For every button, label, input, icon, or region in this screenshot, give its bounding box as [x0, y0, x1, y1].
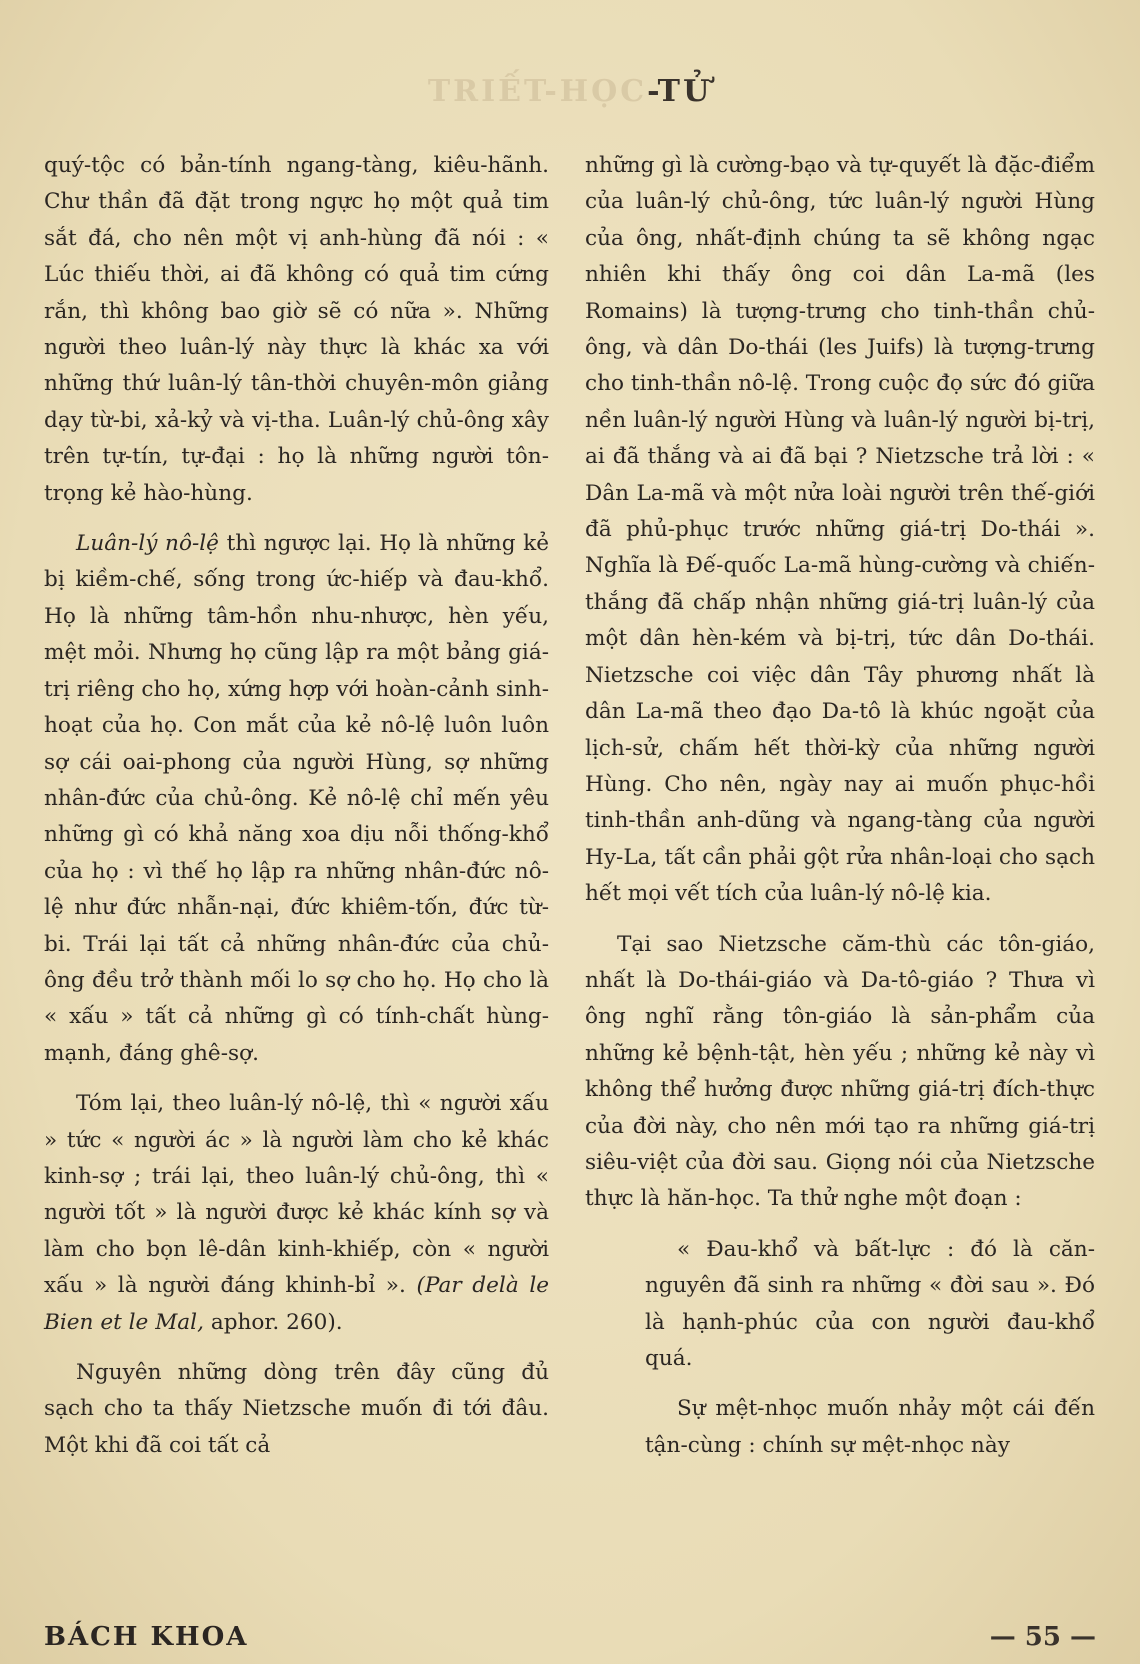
running-header	[0, 74, 1140, 109]
paragraph-3-cite-title: (Par delà le Bien et le Mal,	[44, 1273, 550, 1335]
paragraph-2-lead: Luân-lý nô-lệ	[76, 531, 219, 557]
quote-paragraph-2: Sự mệt-nhọc muốn nhảy một cái đến tận-cùng : chính sự mệt-nhọc này	[645, 1396, 1095, 1458]
header-title: -TỬ	[647, 74, 713, 109]
paragraph-6: Tại sao Nietzsche căm-thù các tôn-giáo, nhất là Do-thái-giáo và Da-tô-giáo ? Thưa vì ông nghĩ rằng tôn-giáo là sản-phẩm của những kẻ bệnh-tật, hèn yếu ; những kẻ này vì không thể hưởng được những giá-trị đích-thực của đời này, cho nên mới tạo ra những giá-trị siêu-việt của đời sau. Giọng nói của Nietzsche thực là hăn-học. Ta thử nghe một đoạn :	[585, 931, 1095, 1212]
left-column	[44, 148, 549, 1464]
paragraph-5: những gì là cường-bạo và tự-quyết là đặc-điểm của luân-lý chủ-ông, tức luân-lý người Hùng của ông, nhất-định chúng ta sẽ không ngạc nhiên khi thấy ông coi dân La-mã (les Romains) là tượng-trưng cho tinh-thần chủ-ông, và dân Do-thái (les Juifs) là tượng-trưng cho tinh-thần nô-lệ. Trong cuộc đọ sức đó giữa nền luân-lý người Hùng và luân-lý người bị-trị, ai đã thắng và ai đã bại ? Nietzsche trả lời : « Dân La-mã và một nửa loài người trên thế-giới đã phủ-phục trước những giá-trị Do-thái ». Nghĩa là Đế-quốc La-mã hùng-cường và chiến-thắng đã chấp nhận những giá-trị luân-lý của một dân hèn-kém và bị-trị, tức dân Do-thái. Nietzsche coi việc dân Tây phương nhất là dân La-mã theo đạo Da-tô là khúc ngoặt của lịch-sử, chấm hết thời-kỳ của những người Hùng. Cho nên, ngày nay ai muốn phục-hồi tinh-thần anh-dũng và ngang-tàng của người Hy-La, tất cần phải gột rửa nhân-loại cho sạch hết mọi vết tích của luân-lý nô-lệ kia.	[585, 153, 1095, 907]
paragraph-2	[44, 526, 549, 1072]
paragraph-3-body: Tóm lại, theo luân-lý nô-lệ, thì « người xấu » tức « người ác » là người làm cho kẻ khác kinh-sợ ; trái lại, theo luân-lý chủ-ông, thì « người tốt » là người được kẻ khác kính sợ và làm cho bọn lê-dân kinh-khiếp, còn « người xấu » là người đáng khinh-bỉ ».	[44, 1091, 549, 1299]
paragraph-3	[44, 1086, 549, 1341]
page-number: — 55 —	[989, 1622, 1096, 1652]
right-column	[585, 148, 1095, 1464]
paragraph-1: quý-tộc có bản-tính ngang-tàng, kiêu-hãnh. Chư thần đã đặt trong ngực họ một quả tim sắt đá, cho nên một vị anh-hùng đã nói : « Lúc thiếu thời, ai đã không có quả tim cứng rắn, thì không bao giờ sẽ có nữa ». Những người theo luân-lý này thực là khác xa với những thứ luân-lý tân-thời chuyên-môn giảng dạy từ-bi, xả-kỷ và vị-tha. Luân-lý chủ-ông xây trên tự-tín, tự-đại : họ là những người tôn-trọng kẻ hào-hùng.	[44, 153, 549, 506]
header-faded-text: TRIẾT-HỌC	[427, 74, 648, 109]
block-quote	[585, 1232, 1095, 1464]
paragraph-4: Nguyên những dòng trên đây cũng đủ sạch cho ta thấy Nietzsche muốn đi tới đâu. Một khi đã coi tất cả	[44, 1360, 549, 1458]
quote-paragraph-1: « Đau-khổ và bất-lực : đó là căn-nguyên đã sinh ra những « đời sau ». Đó là hạnh-phúc của con người đau-khổ quá.	[645, 1236, 1095, 1371]
paragraph-3-cite-ref: aphor. 260).	[203, 1309, 343, 1335]
page-footer	[44, 1622, 1096, 1656]
paragraph-2-body: thì ngược lại. Họ là những kẻ bị kiềm-chế, sống trong ức-hiếp và đau-khổ. Họ là những tâm-hồn nhu-nhược, hèn yếu, mệt mỏi. Nhưng họ cũng lập ra một bảng giá-trị riêng cho họ, xứng hợp với hoàn-cảnh sinh-hoạt của họ. Con mắt của kẻ nô-lệ luôn luôn sợ cái oai-phong của người Hùng, sợ những nhân-đức của chủ-ông. Kẻ nô-lệ chỉ mến yêu những gì có khả năng xoa dịu nỗi thống-khổ của họ : vì thế họ lập ra những nhân-đức nô-lệ như đức nhẫn-nại, đức khiêm-tốn, đức từ-bi. Trái lại tất cả những nhân-đức của chủ-ông đều trở thành mối lo sợ cho họ. Họ cho là « xấu » tất cả những gì có tính-chất hùng-mạnh, đáng ghê-sợ.	[44, 531, 550, 1066]
magazine-name: BÁCH KHOA	[44, 1622, 249, 1652]
